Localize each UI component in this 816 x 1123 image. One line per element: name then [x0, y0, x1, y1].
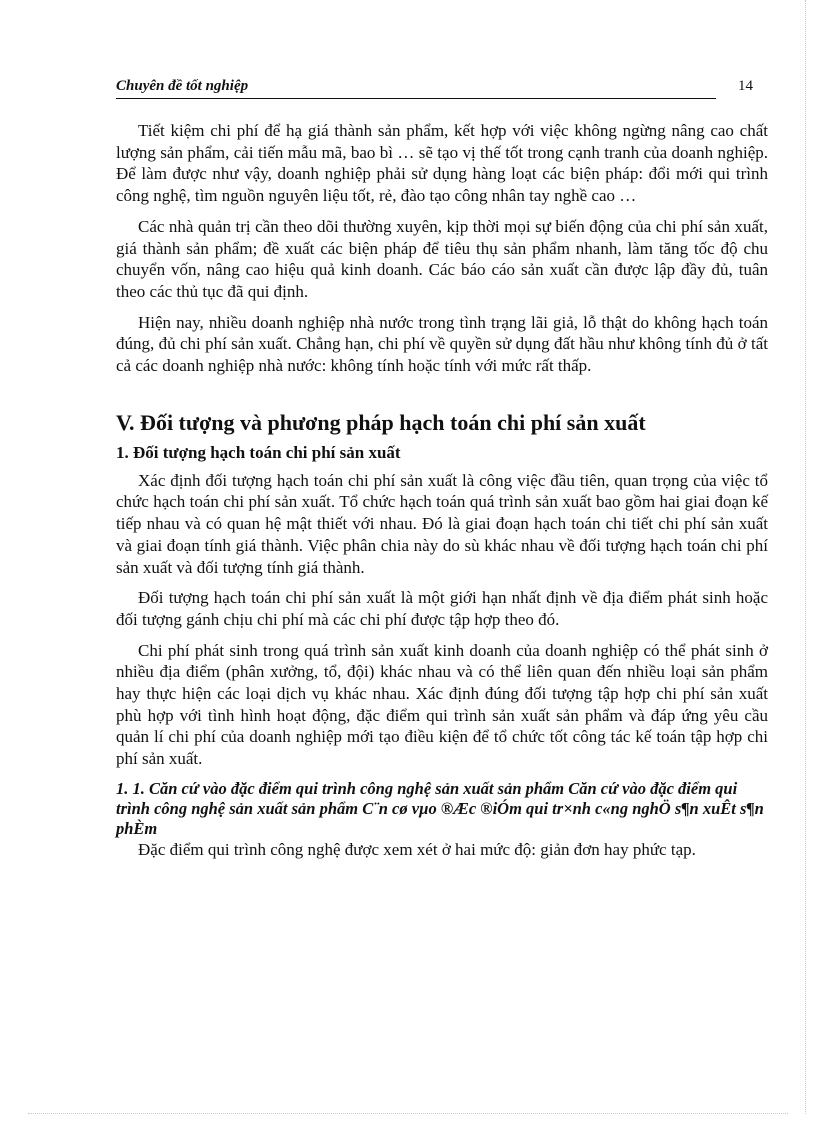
intro-paragraph-3: Hiện nay, nhiều doanh nghiệp nhà nước trong tình trạng lãi giả, lỗ thật do không hạch toán đúng, đủ chi phí sản xuất. Chẳng hạn, chi phí về quyền sử dụng đất hầu như không tính đủ ở tất cả các doanh nghiệp nhà nước: không tính hoặc tính với mức rất thấp.	[116, 312, 768, 376]
final-paragraph: Đặc điểm qui trình công nghệ được xem xét ở hai mức độ: giản đơn hay phức tạp.	[138, 839, 696, 859]
page-header	[116, 76, 716, 99]
page-edge-bottom	[28, 1113, 788, 1114]
header-title: Chuyên đề tốt nghiệp	[116, 78, 249, 94]
subsubsection-heading: 1. 1. Căn cứ vào đặc điểm qui trình công nghệ sản xuất sản phẩm Căn cứ vào đặc điểm qui trình công nghệ sản xuất sản phẩm C¨n cø vµo ®Æc ®iÓm qui tr×nh c«ng nghÖ s¶n xuÊt s¶n phÈm	[116, 778, 764, 838]
body-paragraph-1: Xác định đối tượng hạch toán chi phí sản xuất là công việc đầu tiên, quan trọng của việc tổ chức hạch toán chi phí sản xuất. Tổ chức hạch toán quá trình sản xuất bao gồm hai giai đoạn kế tiếp nhau và có quan hệ mật thiết với nhau. Đó là giai đoạn hạch toán chi tiết chi phí sản xuất và giai đoạn tính giá thành. Việc phân chia này do sù khác nhau về đối tượng hạch toán chi phí sản xuất và đối tượng tính giá thành.	[116, 470, 768, 577]
intro-paragraph-2: Các nhà quản trị cần theo dõi thường xuyên, kịp thời mọi sự biến động của chi phí sản xuất, giá thành sản phẩm; đề xuất các biện pháp để tiêu thụ sản phẩm nhanh, làm tăng tốc độ chu chuyển vốn, nâng cao hiệu quả kinh doanh. Các báo cáo sản xuất cần được lập đầy đủ, tuân theo các thủ tục đã qui định.	[116, 216, 768, 301]
section-heading: V. Đối tượng và phương pháp hạch toán chi phí sản xuất	[116, 409, 646, 435]
body-paragraph-3: Chi phí phát sinh trong quá trình sản xuất kinh doanh của doanh nghiệp có thể phát sinh ở nhiều địa điểm (phân xưởng, tổ, đội) khác nhau và có thể liên quan đến nhiều loại sản phẩm hay thực hiện các loại dịch vụ khác nhau. Xác định đúng đối tượng tập hợp chi phí sản xuất phù hợp với tình hình hoạt động, đặc điểm qui trình sản xuất sản phẩm và đáp ứng yêu cầu quản lí chi phí của doanh nghiệp mới tạo điều kiện để tổ chức tốt công tác kế toán tập hợp chi phí sản xuất.	[116, 640, 768, 769]
body-paragraph-2: Đối tượng hạch toán chi phí sản xuất là một giới hạn nhất định về địa điểm phát sinh hoặc đối tượng gánh chịu chi phí mà các chi phí được tập hợp theo đó.	[116, 588, 768, 629]
intro-paragraph-1: Tiết kiệm chi phí để hạ giá thành sản phẩm, kết hợp với việc không ngừng nâng cao chất lượng sản phẩm, cải tiến mẫu mã, bao bì … sẽ tạo vị thế tốt trong cạnh tranh của doanh nghiệp. Để làm được như vậy, doanh nghiệp phải sử dụng hàng loạt các biện pháp: đổi mới qui trình công nghệ, tìm nguồn nguyên liệu tốt, rẻ, đào tạo công nhân tay nghề cao …	[116, 121, 768, 206]
subsection-heading: 1. Đối tượng hạch toán chi phí sản xuất	[116, 442, 401, 462]
document-body	[116, 120, 768, 861]
page-number: 14	[738, 78, 753, 94]
page-edge-right	[805, 0, 806, 1114]
